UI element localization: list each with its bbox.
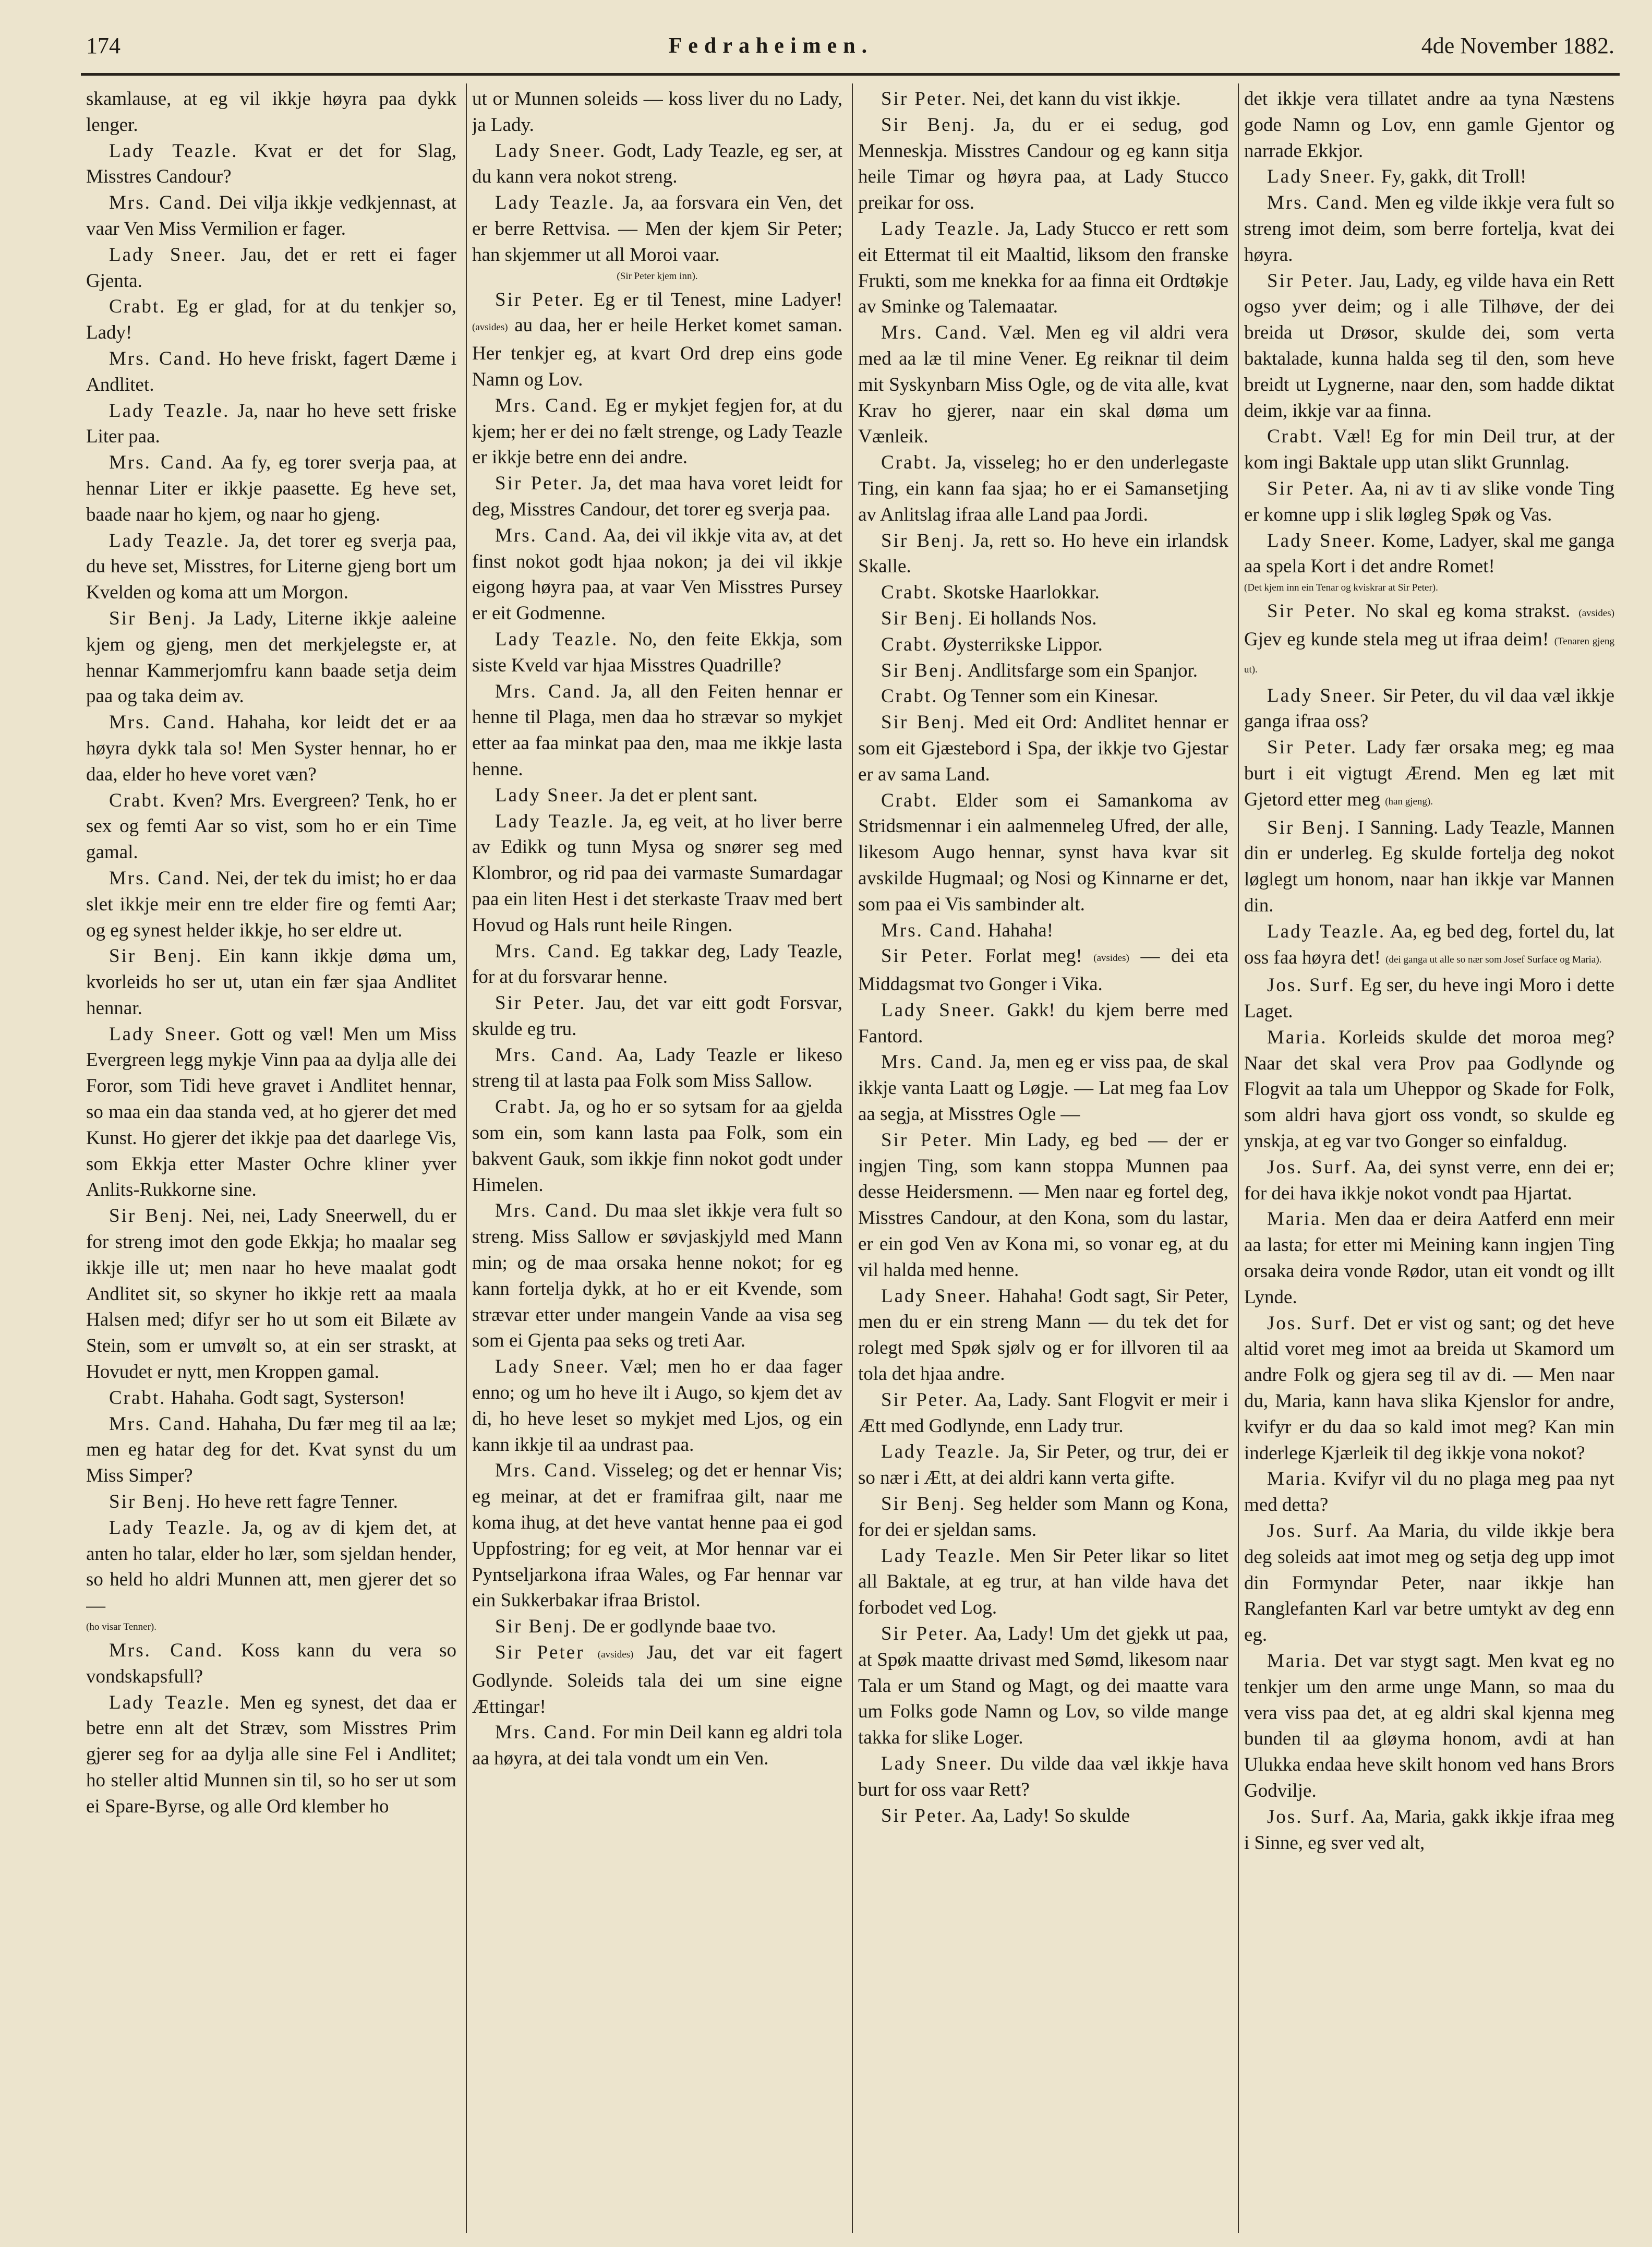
speech-text: Andlitsfarge som ein Spanjor. — [967, 659, 1198, 681]
speech-text: Aa, Lady Teazle er likeso streng til at lasta paa Folk som Miss Sallow. — [472, 1044, 842, 1092]
dialogue-paragraph — [858, 606, 1228, 632]
speech-text: Aa, Maria, gakk ikkje ifraa meg i Sinne, eg sver ved alt, — [1244, 1806, 1614, 1854]
speaker-name: Sir Peter. — [1267, 737, 1358, 759]
dialogue-paragraph — [472, 1354, 842, 1458]
speaker-name: Mrs. Cand. — [109, 452, 214, 474]
speech-text: Ja, du er ei sedug, god Menneskja. Misstres Candour og eg kann sitja heile Timar og høyra paa, at Lady Stucco preikar for oss. — [858, 114, 1228, 214]
aside-note: (han gjeng). — [1385, 796, 1433, 807]
dialogue-paragraph — [1244, 1466, 1614, 1518]
speech-text: De er godlynde baae tvo. — [582, 1616, 776, 1638]
dialogue-paragraph — [858, 1439, 1228, 1491]
speaker-name: Maria. — [1267, 1650, 1328, 1672]
dialogue-paragraph — [1244, 919, 1614, 973]
speech-text: Forlat meg! — [985, 945, 1082, 967]
speaker-name: Mrs. Cand. — [495, 1722, 597, 1744]
dialogue-paragraph — [86, 1203, 456, 1385]
speaker-name: Maria. — [1267, 1208, 1328, 1230]
dialogue-paragraph — [1244, 268, 1614, 424]
dialogue-paragraph — [1244, 424, 1614, 476]
speaker-name: Jos. Surf. — [1267, 1806, 1357, 1828]
aside-note: (dei ganga ut alle so nær som Josef Surface og Maria). — [1385, 954, 1602, 965]
speaker-name: Lady Teazle. — [495, 628, 619, 650]
speaker-name: Lady Sneer. — [881, 1753, 993, 1774]
dialogue-paragraph — [86, 398, 456, 450]
dialogue-paragraph — [858, 943, 1228, 998]
speech-text: No skal eg koma strakst. — [1365, 600, 1571, 622]
dialogue-paragraph — [858, 1491, 1228, 1543]
dialogue-paragraph — [858, 1621, 1228, 1751]
dialogue-paragraph — [472, 939, 842, 991]
dialogue-paragraph — [1244, 1206, 1614, 1310]
dialogue-paragraph — [1244, 683, 1614, 735]
dialogue-paragraph — [858, 580, 1228, 606]
speaker-name: Jos. Surf. — [1267, 975, 1356, 996]
speaker-name: Lady Sneer. — [1267, 166, 1377, 188]
speaker-name: Lady Sneer. — [495, 1356, 610, 1378]
dialogue-paragraph — [1244, 815, 1614, 919]
speech-text: Min Lady, eg bed — der er ingjen Ting, som kann stoppa Munnen paa desse Heidersmenn. — Men naar eg fortel deg, Misstres Candour, at den Kona, som du lastar, er ein god Ven av Kona mi, so vonar eg, at du vil halda med henne. — [858, 1129, 1228, 1281]
dialogue-paragraph — [472, 138, 842, 190]
speech-text: Ja, og av di kjem det, at anten ho talar, elder ho lær, som sjeldan hender, so held ho aldri Munnen att, men gjerer det so — — [86, 1517, 456, 1617]
dialogue-paragraph — [1244, 86, 1614, 164]
dialogue-paragraph — [858, 216, 1228, 320]
speaker-name: Lady Teazle. — [495, 810, 615, 832]
dialogue-paragraph — [472, 1042, 842, 1095]
speaker-name: Lady Sneer. — [881, 999, 996, 1021]
dialogue-paragraph — [86, 1411, 456, 1489]
dialogue-paragraph — [472, 809, 842, 939]
dialogue-paragraph — [472, 190, 842, 268]
speech-text: Korleids skulde det moroa meg? Naar det skal vera Prov paa Godlynde og Flogvit aa tala um Uheppor og Skade for Folk, som aldri hava gjort oss vondt, so skulde eg ynskja, at eg var tvo Gonger so einfaldug. — [1244, 1026, 1614, 1152]
dialogue-paragraph — [858, 528, 1228, 580]
speech-text: Ja, visseleg; ho er den underlegaste Ting, ein kann faa sjaa; ho er ei Samansetjing av Anlitslag ifraa alle Land paa Jordi. — [858, 452, 1228, 525]
speech-text: Seg helder som Mann og Kona, for dei er sjeldan sams. — [858, 1493, 1228, 1541]
dialogue-paragraph — [86, 1638, 456, 1690]
speech-text: Væl! Eg for min Deil trur, at der kom ingi Baktale upp utan slikt Grunnlag. — [1244, 426, 1614, 474]
speech-text: Ja Lady, Literne ikkje aaleine kjem og gjeng, men det merkjelegste er, at hennar Kammerjomfru kann baade setja deim paa og taka deim av. — [86, 607, 456, 707]
speech-text: Men Sir Peter likar so litet all Baktale, at eg trur, at han vilde hava det forbodet ved Log. — [858, 1545, 1228, 1619]
page-number: 174 — [86, 33, 120, 58]
speaker-name: Lady Sneer. — [1267, 684, 1377, 706]
speaker-name: Sir Peter. — [881, 1805, 968, 1827]
dialogue-paragraph — [1244, 476, 1614, 528]
dialogue-paragraph — [1244, 598, 1614, 682]
dialogue-paragraph — [472, 1458, 842, 1614]
dialogue-paragraph — [86, 943, 456, 1021]
speaker-name: Sir Benj. — [109, 607, 197, 629]
speaker-name: Mrs. Cand. — [109, 347, 213, 369]
text-column-1 — [86, 86, 456, 2228]
speaker-name: Sir Peter. — [495, 473, 584, 495]
dialogue-paragraph — [472, 471, 842, 523]
dialogue-paragraph — [86, 788, 456, 866]
speech-text: Dei vilja ikkje vedkjennast, at vaar Ven Miss Vermilion er fager. — [86, 192, 456, 239]
dialogue-paragraph — [472, 679, 842, 783]
speech-text: Hahaha. Godt sagt, Systerson! — [171, 1387, 405, 1409]
speech-text: I Sanning. Lady Teazle, Mannen din er underleg. Eg skulde fortelja deg nokot løglegt um honom, naar han ikkje var Mannen din. — [1244, 816, 1614, 916]
speech-text: Eg er glad, for at du tenkjer so, Lady! — [86, 296, 456, 344]
speaker-name: Mrs. Cand. — [495, 1044, 605, 1066]
speech-text: Væl; men ho er daa fager enno; og um ho heve ilt i Augo, so kjem det av di, ho heve leset so mykjet med Ljos, og ein kann ikkje til aa undrast paa. — [472, 1356, 842, 1456]
dialogue-paragraph — [472, 783, 842, 809]
speaker-name: Sir Benj. — [1267, 816, 1352, 838]
speech-text: Skotske Haarlokkar. — [943, 582, 1100, 604]
speaker-name: Sir Peter. — [881, 1389, 969, 1411]
page-header — [86, 26, 1614, 65]
speech-text: Ho heve rett fagre Tenner. — [196, 1491, 398, 1513]
header-rule — [81, 73, 1620, 76]
dialogue-paragraph — [86, 86, 456, 138]
dialogue-paragraph — [858, 86, 1228, 112]
speech-text: Gjev eg kunde stela meg ut ifraa deim! — [1244, 628, 1549, 650]
speaker-name: Jos. Surf. — [1267, 1312, 1357, 1334]
speaker-name: Sir Benj. — [881, 530, 966, 551]
speaker-name: Lady Teazle. — [881, 1545, 1002, 1567]
dialogue-paragraph — [472, 1198, 842, 1354]
dialogue-paragraph — [858, 1283, 1228, 1387]
speech-text: Jau, det var eit fagert Godlynde. Soleids tala dei um sine eigne Ættingar! — [472, 1642, 842, 1717]
speaker-name: Sir Benj. — [881, 659, 964, 681]
speech-text: Eg takkar deg, Lady Teazle, for at du forsvarar henne. — [472, 940, 842, 988]
issue-date: 4de November 1882. — [1421, 33, 1614, 58]
speaker-name: Jos. Surf. — [1267, 1156, 1358, 1178]
speech-text: Ho heve friskt, fagert Dæme i Andlitet. — [86, 347, 456, 395]
speech-text: Koss kann du vera so vondskapsfull? — [86, 1640, 456, 1687]
speech-text: det ikkje vera tillatet andre aa tyna Næstens gode Namn og Lov, enn gamle Gjentor og narrade Ekkjor. — [1244, 88, 1614, 162]
dialogue-paragraph — [86, 606, 456, 710]
speaker-name: Crabt. — [495, 1096, 552, 1118]
speaker-name: Lady Sneer. — [109, 1023, 222, 1045]
dialogue-paragraph — [86, 242, 456, 294]
dialogue-paragraph — [86, 1489, 456, 1515]
speaker-name: Lady Teazle. — [109, 1517, 232, 1539]
aside-note: (avsides) — [1578, 608, 1614, 619]
dialogue-paragraph — [86, 294, 456, 346]
speaker-name: Lady Teazle. — [109, 530, 231, 551]
dialogue-paragraph — [1244, 190, 1614, 268]
dialogue-paragraph — [858, 918, 1228, 944]
speaker-name: Mrs. Cand. — [109, 712, 216, 734]
dialogue-paragraph — [86, 866, 456, 943]
dialogue-paragraph — [858, 1049, 1228, 1127]
dialogue-paragraph — [1244, 528, 1614, 580]
speech-text: Nei, det kann du vist ikkje. — [972, 88, 1181, 110]
speech-text: Hahaha, Du fær meg til aa læ; men eg hatar deg for det. Kvat synst du um Miss Simper? — [86, 1413, 456, 1487]
newspaper-title: Fedraheimen. — [668, 33, 874, 58]
dialogue-paragraph — [858, 1751, 1228, 1803]
speech-text: Gott og væl! Men um Miss Evergreen legg mykje Vinn paa aa dylja alle dei Foror, som Tidi heve gravet i Andlitet hennar, so maa ein daa standa ved, at ho gjerer det med Kunst. Ho gjerer det ikkje paa det daarlege Vis, som Ekkja etter Master Ochre kliner yver Anlits-Rukkorne sine. — [86, 1023, 456, 1201]
dialogue-paragraph — [858, 320, 1228, 450]
column-divider — [1238, 83, 1239, 2233]
dialogue-paragraph — [472, 1640, 842, 1720]
speech-text: Jau, det var eitt godt Forsvar, skulde eg tru. — [472, 992, 842, 1040]
dialogue-paragraph — [86, 190, 456, 242]
dialogue-paragraph — [472, 627, 842, 679]
speech-text: Aa, dei vil ikkje vita av, at det finst nokot godt hjaa nokon; ja dei vil ikkje eigong høyra paa, at vaar Ven Misstres Pursey er eit Godmenne. — [472, 524, 842, 624]
speech-text: Du maa slet ikkje vera fult so streng. Miss Sallow er søvjaskjyld med Mann min; og de maa orsaka henne nokot; for eg kann fortelja dykk, at ho er eit Kvende, som strævar etter under mangein Vande aa visa seg som ei Gjenta paa seks og treti Aar. — [472, 1200, 842, 1352]
speech-text: Væl. Men eg vil aldri vera med aa læ til mine Vener. Eg reiknar til deim mit Syskynbarn Miss Ogle, og de vita alle, kvat Krav ho gjerer, naar ein skal døma um Vænleik. — [858, 322, 1228, 448]
speaker-name: Sir Peter. — [1267, 270, 1354, 292]
dialogue-paragraph — [858, 658, 1228, 684]
speaker-name: Sir Benj. — [881, 607, 964, 629]
dialogue-paragraph — [86, 528, 456, 606]
dialogue-paragraph — [1244, 1155, 1614, 1207]
speech-text: Det var stygt sagt. Men kvat eg no tenkjer um den arme unge Mann, so maa du vera viss paa det, at eg aldri skal kjenna meg bunden til aa gløyma honom, avdi at han Ulukka endaa heve skilt honom ved hans Brors Godvilje. — [1244, 1650, 1614, 1801]
speaker-name: Mrs. Cand. — [881, 1051, 984, 1073]
dialogue-paragraph — [858, 998, 1228, 1050]
dialogue-paragraph — [858, 1803, 1228, 1829]
speech-text: — dei eta Middagsmat tvo Gonger i Vika. — [858, 945, 1228, 995]
speech-text: Aa, Lady! So skulde — [971, 1805, 1130, 1827]
speech-text: Ja, naar ho heve sett friske Liter paa. — [86, 400, 456, 448]
speaker-name: Sir Benj. — [109, 1205, 195, 1227]
speech-text: Og Tenner som ein Kinesar. — [943, 686, 1159, 707]
dialogue-paragraph — [1244, 1648, 1614, 1804]
speech-text: Ei hollands Nos. — [968, 607, 1097, 629]
speaker-name: Mrs. Cand. — [109, 1413, 212, 1435]
dialogue-paragraph — [86, 346, 456, 398]
speaker-name: Mrs. Cand. — [881, 322, 988, 344]
speaker-name: Mrs. Cand. — [495, 394, 599, 416]
speech-text: Hahaha! — [987, 919, 1054, 941]
speaker-name: Mrs. Cand. — [495, 524, 598, 546]
stage-direction: (Sir Peter kjem inn). — [617, 270, 698, 282]
speaker-name: Jos. Surf. — [1267, 1520, 1359, 1542]
speech-text: Ja, det maa hava voret leidt for deg, Misstres Candour, det torer eg sverja paa. — [472, 473, 842, 520]
speech-text: Aa, dei synst verre, enn dei er; for dei hava ikkje nokot vondt paa Hjartat. — [1244, 1156, 1614, 1204]
dialogue-paragraph — [1244, 1311, 1614, 1467]
dialogue-paragraph — [858, 1127, 1228, 1283]
speech-text: Godt, Lady Teazle, eg ser, at du kann vera nokot streng. — [472, 140, 842, 188]
speech-text: For min Deil kann eg aldri tola aa høyra, at dei tala vondt um ein Ven. — [472, 1722, 842, 1770]
speaker-name: Sir Benj. — [881, 712, 966, 734]
speech-text: Kven? Mrs. Evergreen? Tenk, ho er sex og femti Aar so vist, som ho er ein Time gamal. — [86, 789, 456, 863]
dialogue-paragraph — [858, 788, 1228, 918]
speech-text: Aa, eg bed deg, fortel du, lat oss faa høyra det! — [1244, 920, 1614, 968]
speech-text: Aa, Lady. Sant Flogvit er meir i Ætt med Godlynde, enn Lady trur. — [858, 1389, 1228, 1437]
speech-text: Ja, men eg er viss paa, de skal ikkje vanta Laatt og Løgje. — Lat meg faa Lov aa segja, at Misstres Ogle — — [858, 1051, 1228, 1125]
speaker-name: Crabt. — [881, 452, 938, 474]
speech-text: Fy, gakk, dit Troll! — [1381, 166, 1527, 188]
speaker-name: Lady Sneer. — [109, 244, 227, 266]
speaker-name: Lady Sneer. — [1267, 530, 1377, 551]
speaker-name: Sir Benj. — [109, 945, 203, 967]
speaker-name: Lady Teazle. — [109, 1691, 231, 1713]
speaker-name: Mrs. Cand. — [109, 867, 211, 889]
speech-text: Sir Peter, du vil daa væl ikkje ganga ifraa oss? — [1244, 684, 1614, 732]
dialogue-paragraph — [86, 450, 456, 527]
speaker-name: Lady Teazle. — [881, 1441, 1002, 1463]
column-divider — [852, 83, 853, 2233]
text-column-2 — [472, 86, 842, 2228]
speaker-name: Lady Teazle. — [109, 140, 238, 162]
speaker-name: Lady Sneer. — [881, 1285, 992, 1307]
aside-note: (avsides) — [1093, 953, 1129, 964]
speech-text: No, den feite Ekkja, som siste Kveld var hjaa Misstres Quadrille? — [472, 628, 842, 676]
speech-text: Jau, Lady, eg vilde hava ein Rett ogso yver deim; og i alle Tilhøve, der dei breida ut Drøsor, skulde dei, som verta baktalade, kunna halda seg til den, som heve breidt ut Lygnerne, naar den, som hadde diktat deim, ikkje var aa finna. — [1244, 270, 1614, 422]
dialogue-paragraph — [1244, 735, 1614, 814]
speaker-name: Sir Benj. — [495, 1616, 578, 1638]
dialogue-paragraph — [86, 138, 456, 190]
speech-text: Ja, eg veit, at ho liver berre av Edikk og tunn Mysa og snører seg med Klombror, og rid paa dei varmaste Sumardagar paa ein liten Hest i det sterkaste Traav med bert Hovud og Hals runt heile Ringen. — [472, 810, 842, 936]
dialogue-paragraph — [858, 632, 1228, 658]
speech-text: Elder som ei Samankoma av Stridsmennar i ein aalmenneleg Ufred, der alle, likesom Augo hennar, synst hava kvar sit avskilde Hugmaal; og Nosi og Kinnarne er det, som paa ei Vis sambinder alt. — [858, 789, 1228, 915]
speech-text: Visseleg; og det er hennar Vis; eg meinar, at det er framifraa gilt, naar me koma ihug, at det heve vantat henne paa ei god Uppfostring; for eg veit, at Mor hennar var ei Pyntseljarkona ifraa Wales, og Far hennar var ein Sukkerbakar ifraa Bristol. — [472, 1460, 842, 1612]
speech-text: Aa fy, eg torer sverja paa, at hennar Liter er ikkje paasette. Eg heve set, baade naar ho kjem, og naar ho gjeng. — [86, 452, 456, 525]
speaker-name: Mrs. Cand. — [495, 680, 602, 702]
text-column-3 — [858, 86, 1228, 2228]
speaker-name: Sir Peter. — [1267, 600, 1357, 622]
speech-text: Nei, der tek du imist; ho er daa slet ikkje meir enn tre elder fire og femti Aar; og eg synest helder ikkje, ho ser eldre ut. — [86, 867, 456, 941]
dialogue-paragraph — [86, 1690, 456, 1820]
dialogue-paragraph — [472, 990, 842, 1042]
speaker-name: Sir Peter. — [495, 289, 585, 310]
dialogue-paragraph — [472, 1094, 842, 1198]
dialogue-paragraph — [1244, 1518, 1614, 1648]
speaker-name: Sir Benj. — [109, 1491, 192, 1513]
dialogue-paragraph — [858, 1543, 1228, 1621]
speech-text: Med eit Ord: Andlitet hennar er som eit Gjæstebord i Spa, der ikkje tvo Gjestar er av sama Land. — [858, 712, 1228, 785]
speech-text: Du vilde daa væl ikkje hava burt for oss vaar Rett? — [858, 1753, 1228, 1800]
aside-note: (Tenaren gjeng ut). — [1244, 635, 1614, 675]
speaker-name: Crabt. — [109, 296, 166, 318]
dialogue-paragraph — [858, 683, 1228, 710]
speaker-name: Mrs. Cand. — [109, 1640, 224, 1662]
speaker-name: Lady Teazle. — [495, 192, 616, 214]
speaker-name: Mrs. Cand. — [881, 919, 983, 941]
stage-direction: (ho visar Tenner). — [86, 1621, 156, 1633]
speech-text: Eg er til Tenest, mine Ladyer! — [593, 289, 842, 310]
speaker-name: Sir Benj. — [881, 1493, 966, 1515]
speech-text: Hahaha, kor leidt det er aa høyra dykk tala so! Men Syster hennar, ho er daa, elder ho heve voret væn? — [86, 712, 456, 785]
speaker-name: Lady Sneer. — [495, 784, 605, 806]
speech-text: au daa, her er heile Herket komet saman. Her tenkjer eg, at kvart Ord drep eins gode Namn og Lov. — [472, 315, 842, 390]
speech-text: Ja, det torer eg sverja paa, du heve set, Misstres, for Literne gjeng bort um Kvelden og koma att um Morgon. — [86, 530, 456, 604]
speaker-name: Crabt. — [1267, 426, 1324, 448]
aside-note: (avsides) — [472, 322, 508, 333]
speech-text: Ja, og ho er so sytsam for aa gjelda som ein, som kann lasta paa Folk, som ein bakvent Gauk, som ikkje finn nokot godt under Himelen. — [472, 1096, 842, 1196]
speech-text: Gakk! du kjem berre med Fantord. — [858, 999, 1228, 1047]
aside-note: (avsides) — [597, 1649, 634, 1661]
speech-text: Ja, Lady Stucco er rett som eit Ettermat til eit Maaltid, liksom den franske Frukti, som me knekka for aa finna eit Ordtøkje av Sminke og Talemaatar. — [858, 218, 1228, 318]
speech-text: Ja, all den Feiten hennar er henne til Plaga, men daa ho strævar so mykjet etter aa faa minkat paa den, maa me ikkje lasta henne. — [472, 680, 842, 780]
speech-text: Lady fær orsaka meg; eg maa burt i eit vigtugt Ærend. Men eg læt mit Gjetord etter meg — [1244, 737, 1614, 810]
dialogue-paragraph — [1244, 164, 1614, 190]
speech-text: Ja det er plent sant. — [609, 784, 758, 806]
speech-text: Jau, det er rett ei fager Gjenta. — [86, 244, 456, 292]
speaker-name: Crabt. — [881, 633, 938, 655]
speaker-name: Lady Teazle. — [1267, 920, 1386, 942]
speaker-name: Sir Peter. — [495, 992, 586, 1014]
dialogue-paragraph — [86, 710, 456, 787]
dialogue-paragraph — [858, 112, 1228, 216]
speaker-name: Sir Peter — [495, 1642, 585, 1664]
speaker-name: Sir Peter. — [881, 1129, 973, 1151]
speech-text: Det er vist og sant; og det heve altid voret meg imot aa breida ut Skamord um andre Folk og gjera seg til av di. — Men naar du, Maria, kann hava slika Kjenslor for andre, kvifyr er du daa so kald imot meg? Kan min inderlege Kjærleik til deg ikkje vona nokot? — [1244, 1312, 1614, 1464]
dialogue-paragraph — [858, 1387, 1228, 1439]
speaker-name: Lady Teazle. — [881, 218, 1001, 239]
speaker-name: Sir Peter. — [881, 1623, 969, 1645]
speech-text: skamlause, at eg vil ikkje høyra paa dykk lenger. — [86, 88, 456, 136]
stage-direction: (Det kjem inn ein Tenar og kviskrar at Sir Peter). — [1244, 582, 1438, 594]
speaker-name: Lady Sneer. — [495, 140, 607, 162]
speech-text: Kvat er det for Slag, Misstres Candour? — [86, 140, 456, 188]
speaker-name: Sir Benj. — [881, 114, 976, 136]
dialogue-paragraph — [1244, 1025, 1614, 1155]
dialogue-paragraph — [472, 1720, 842, 1772]
speech-text: Aa, ni av ti av slike vonde Ting er komne upp i slik løgleg Spøk og Vas. — [1244, 477, 1614, 525]
speaker-name: Sir Peter. — [1267, 477, 1355, 499]
speech-text: Ja, Sir Peter, og trur, dei er so nær i Ætt, at dei aldri kann verta gifte. — [858, 1441, 1228, 1489]
dialogue-paragraph — [472, 523, 842, 627]
speaker-name: Mrs. Cand. — [1267, 192, 1370, 214]
dialogue-paragraph — [1244, 1804, 1614, 1856]
speaker-name: Maria. — [1267, 1026, 1328, 1048]
dialogue-paragraph — [86, 1022, 456, 1204]
speaker-name: Sir Peter. — [881, 88, 968, 110]
speech-text: Ja, rett so. Ho heve ein irlandsk Skalle. — [858, 530, 1228, 578]
speech-text: Men daa er deira Aatferd enn meir aa lasta; for etter mi Meining kann ingjen Ting orsaka deira vonde Rødor, utan eit vondt og illt Lynde. — [1244, 1208, 1614, 1308]
speech-text: Eg ser, du heve ingi Moro i dette Laget. — [1244, 975, 1614, 1023]
dialogue-paragraph — [472, 86, 842, 138]
speech-text: Kvifyr vil du no plaga meg paa nyt med detta? — [1244, 1468, 1614, 1516]
speech-text: Men eg synest, det daa er betre enn alt det Stræv, som Misstres Prim gjerer seg for aa dylja alle sine Fel i Andlitet; ho steller altid Munnen sin til, so ho ser ut som ei Spare-Byrse, og alle Ord klember ho — [86, 1691, 456, 1817]
speaker-name: Crabt. — [881, 582, 938, 604]
dialogue-paragraph — [472, 287, 842, 393]
speech-text: Aa, Lady! Um det gjekk ut paa, at Spøk maatte drivast med Sømd, likesom naar Tala er um Stand og Magt, og dei maatte vara um Folks gode Namn og Lov, so vilde mange takka for slike Loger. — [858, 1623, 1228, 1749]
speaker-name: Crabt. — [109, 789, 166, 811]
dialogue-paragraph — [858, 710, 1228, 787]
speaker-name: Crabt. — [881, 789, 938, 811]
dialogue-paragraph — [858, 450, 1228, 527]
speech-text: Aa Maria, du vilde ikkje bera deg soleids aat imot meg og setja deg upp imot din Formyndar Peter, naar ikkje han Ranglefanten Karl var betre umtykt av deg enn eg. — [1244, 1520, 1614, 1646]
speaker-name: Mrs. Cand. — [109, 192, 213, 214]
dialogue-paragraph — [472, 393, 842, 471]
speech-text: Ja, aa forsvara ein Ven, det er berre Rettvisa. — Men der kjem Sir Peter; han skjemmer ut all Moroi vaar. — [472, 192, 842, 266]
speech-text: Øysterrikske Lippor. — [943, 633, 1103, 655]
speech-text: Nei, nei, Lady Sneerwell, du er for streng imot den gode Ekkja; ho maalar seg ikkje ille ut; men naar ho heve maalat godt Andlitet sit, so skyner ho ikkje rett aa maala Halsen med; difyr ser ho ut som eit Bilæte av Stein, som er umvølt so, at ein ser straskt, at Hovudet er nytt, men Kroppen gamal. — [86, 1205, 456, 1383]
speech-text: Men eg vilde ikkje vera fult so streng imot deim, som berre fortelja, kvat dei høyra. — [1244, 192, 1614, 266]
speaker-name: Sir Peter. — [881, 945, 974, 967]
speaker-name: Crabt. — [881, 686, 938, 707]
speaker-name: Lady Teazle. — [109, 400, 230, 422]
dialogue-paragraph — [1244, 972, 1614, 1025]
speaker-name: Mrs. Cand. — [495, 1200, 599, 1222]
speech-text: ut or Munnen soleids — koss liver du no Lady, ja Lady. — [472, 88, 842, 136]
dialogue-paragraph — [472, 1614, 842, 1640]
column-divider — [466, 83, 467, 2233]
speech-text: Hahaha! Godt sagt, Sir Peter, men du er ein streng Mann — du tek det for rolegt med Spøk sjølv og er for illvoren til aa tola det hjaa andre. — [858, 1285, 1228, 1385]
speech-text: Eg er mykjet fegjen for, at du kjem; her er dei no fælt strenge, og Lady Teazle er ikkje betre enn dei andre. — [472, 394, 842, 468]
speaker-name: Mrs. Cand. — [495, 940, 601, 962]
speaker-name: Maria. — [1267, 1468, 1328, 1490]
text-column-4 — [1244, 86, 1614, 2228]
dialogue-paragraph — [86, 1385, 456, 1411]
speech-text: Ein kann ikkje døma um, kvorleids ho ser ut, utan ein fær sjaa Andlitet hennar. — [86, 945, 456, 1019]
dialogue-paragraph — [86, 1515, 456, 1619]
speaker-name: Mrs. Cand. — [495, 1460, 598, 1482]
speech-text: Kome, Ladyer, skal me ganga aa spela Kort i det andre Romet! — [1244, 530, 1614, 578]
speaker-name: Crabt. — [109, 1387, 166, 1409]
